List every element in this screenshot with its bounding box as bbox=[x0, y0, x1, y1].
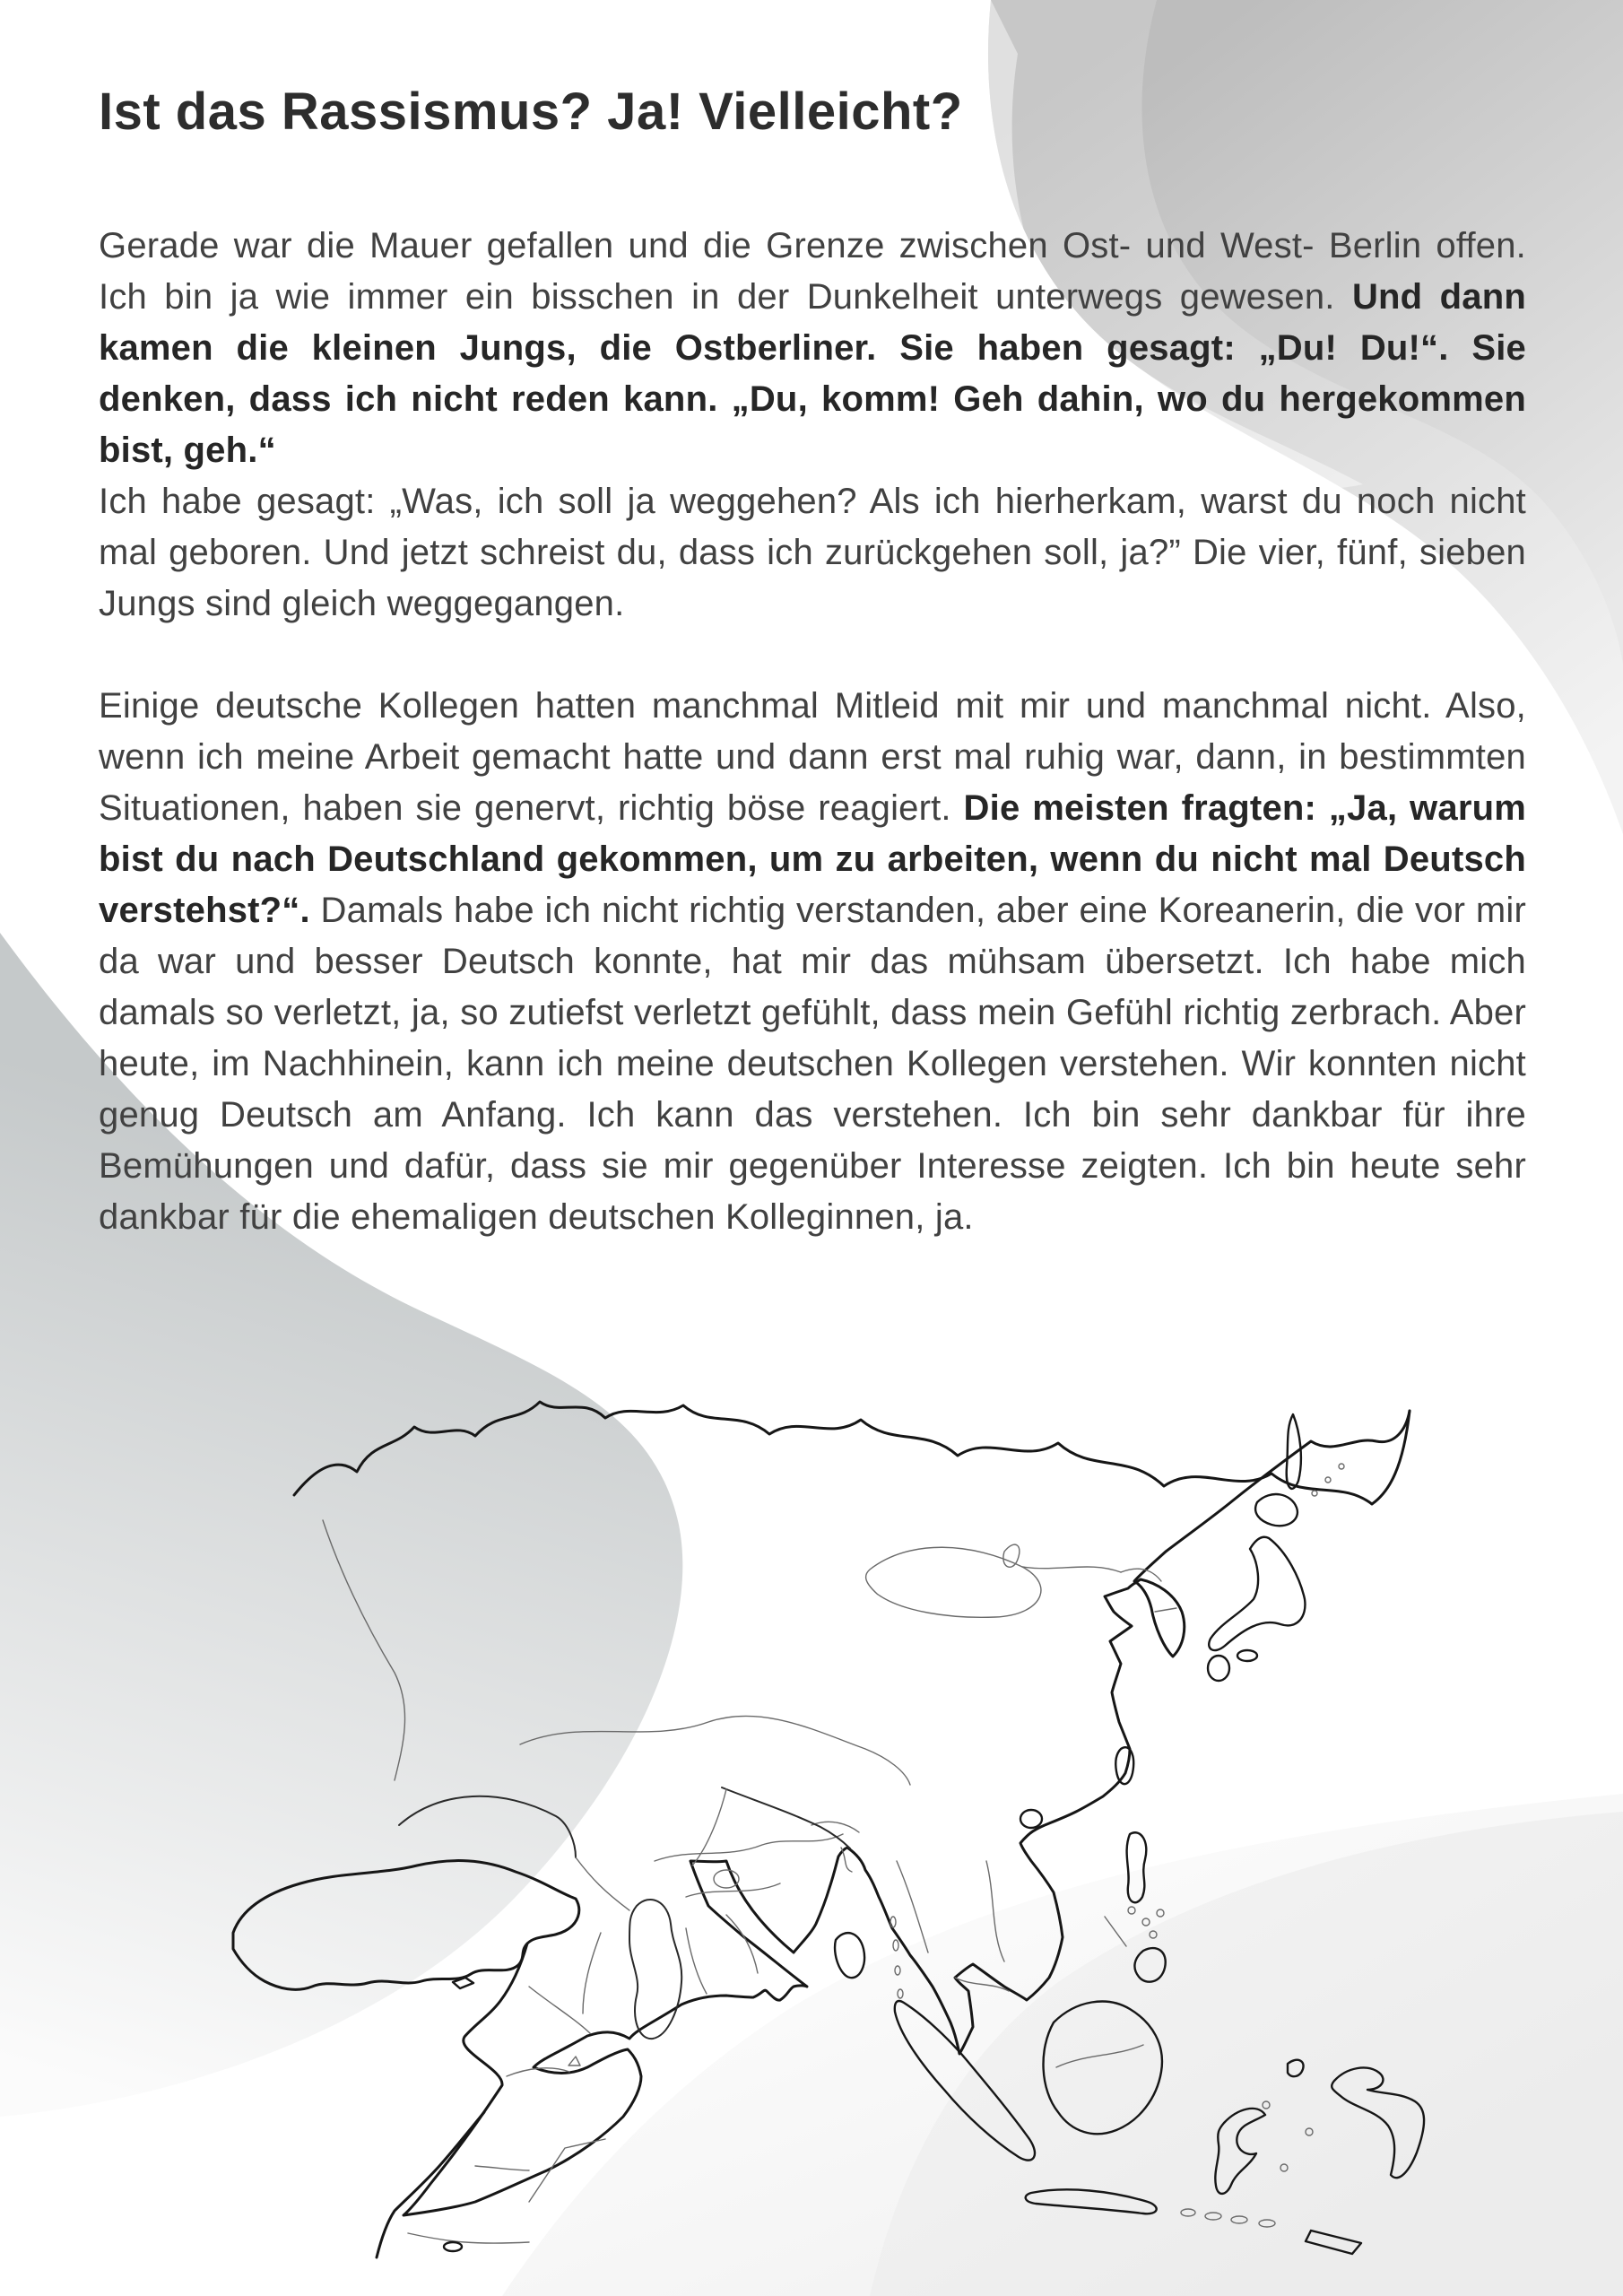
map-north-coast bbox=[294, 1402, 1410, 1504]
halmahera bbox=[1288, 2060, 1304, 2076]
text-segment: Ich habe gesagt: „Was, ich soll ja weggehen? Als ich hierherkam, warst du noch nicht mal geboren. Und jetzt schreist du, dass ich zurückgehen soll, ja?” Die vier, fünf, sieben Jungs sind gleich weggegangen. bbox=[99, 482, 1526, 623]
andaman-islands bbox=[890, 1917, 896, 1927]
map-islands bbox=[444, 1414, 1424, 2254]
hokkaido bbox=[1255, 1494, 1298, 1526]
caspian-sea bbox=[629, 1900, 681, 2039]
sri-lanka bbox=[835, 1933, 864, 1978]
sulawesi bbox=[1215, 2109, 1265, 2194]
qatar bbox=[568, 2057, 580, 2066]
paragraph-1 bbox=[99, 221, 1526, 630]
mongolia-border bbox=[866, 1547, 1041, 1617]
mindanao bbox=[1134, 1948, 1165, 1982]
asia-outline-map bbox=[99, 1359, 1515, 2283]
text-segment: Damals habe ich nicht richtig verstanden, aber eine Koreanerin, die vor mir da war und besser Deutsch konnte, hat mir das mühsam übersetzt. Ich habe mich damals so verletzt, ja, so zutiefst verletzt gefühlt, dass mein Gefühl richtig zerbrach. Aber heute, im Nachhinein, kann ich meine deutschen Kollegen verstehen. Wir konnten nicht genug Deutsch am Anfang. Ich kann das verstehen. Ich bin sehr dankbar für ihre Bemühungen und dafür, dass sie mir gegenüber Interesse zeigten. Ich bin heute sehr dankbar für die ehemaligen deutschen Kolleginnen, ja. bbox=[99, 891, 1526, 1237]
article bbox=[99, 83, 1526, 1243]
map-internal-borders bbox=[475, 1547, 1176, 2202]
timor bbox=[1306, 2231, 1361, 2254]
sumatra bbox=[895, 2001, 1035, 2161]
page-title: Ist das Rassismus? Ja! Vielleicht? bbox=[99, 83, 963, 141]
lake-balkhash bbox=[812, 1822, 859, 1832]
socotra bbox=[444, 2242, 462, 2251]
java bbox=[1026, 2189, 1157, 2213]
borneo bbox=[1044, 2002, 1162, 2135]
paragraph-2 bbox=[99, 681, 1526, 1243]
taiwan bbox=[1115, 1747, 1133, 1784]
map-lakes bbox=[629, 1544, 1020, 2039]
palawan bbox=[1105, 1917, 1126, 1946]
map-turkey bbox=[233, 1520, 629, 1989]
bold-text-segment: Und dann kamen die kleinen Jungs, die Ostberliner. Sie haben gesagt: „Du! Du!“. Sie denken, dass ich nicht reden kann. „Du, komm! Geh dahin, wo du hergekommen bist, geh.“ bbox=[99, 277, 1527, 470]
himalaya-border bbox=[722, 1787, 850, 1848]
honshu bbox=[1209, 1537, 1305, 1650]
hainan bbox=[1020, 1810, 1042, 1828]
kyushu bbox=[1208, 1656, 1229, 1681]
text-segment: Gerade war die Mauer gefallen und die Grenze zwischen Ost- und West- Berlin offen. Ich bin ja wie immer ein bisschen in der Dunkelheit unterwegs gewesen. bbox=[99, 226, 1526, 317]
black-sea bbox=[399, 1796, 576, 1857]
map-main-coastline bbox=[377, 1411, 1410, 2257]
aral-sea bbox=[714, 1870, 739, 1888]
bold-text-segment: Die meisten fragten: „Ja, warum bist du nach Deutschland gekommen, um zu arbeiten, wenn du nicht mal Deutsch verstehst?“. bbox=[99, 788, 1526, 930]
text-segment: Einige deutsche Kollegen hatten manchmal Mitleid mit mir und manchmal nicht. Also, wenn ich meine Arbeit gemacht hatte und dann erst mal ruhig war, dann, in bestimmten Situationen, haben sie genervt, richtig böse reagiert. bbox=[99, 686, 1526, 828]
luzon bbox=[1127, 1832, 1147, 1902]
shikoku bbox=[1237, 1650, 1257, 1661]
new-guinea bbox=[1332, 2067, 1424, 2178]
